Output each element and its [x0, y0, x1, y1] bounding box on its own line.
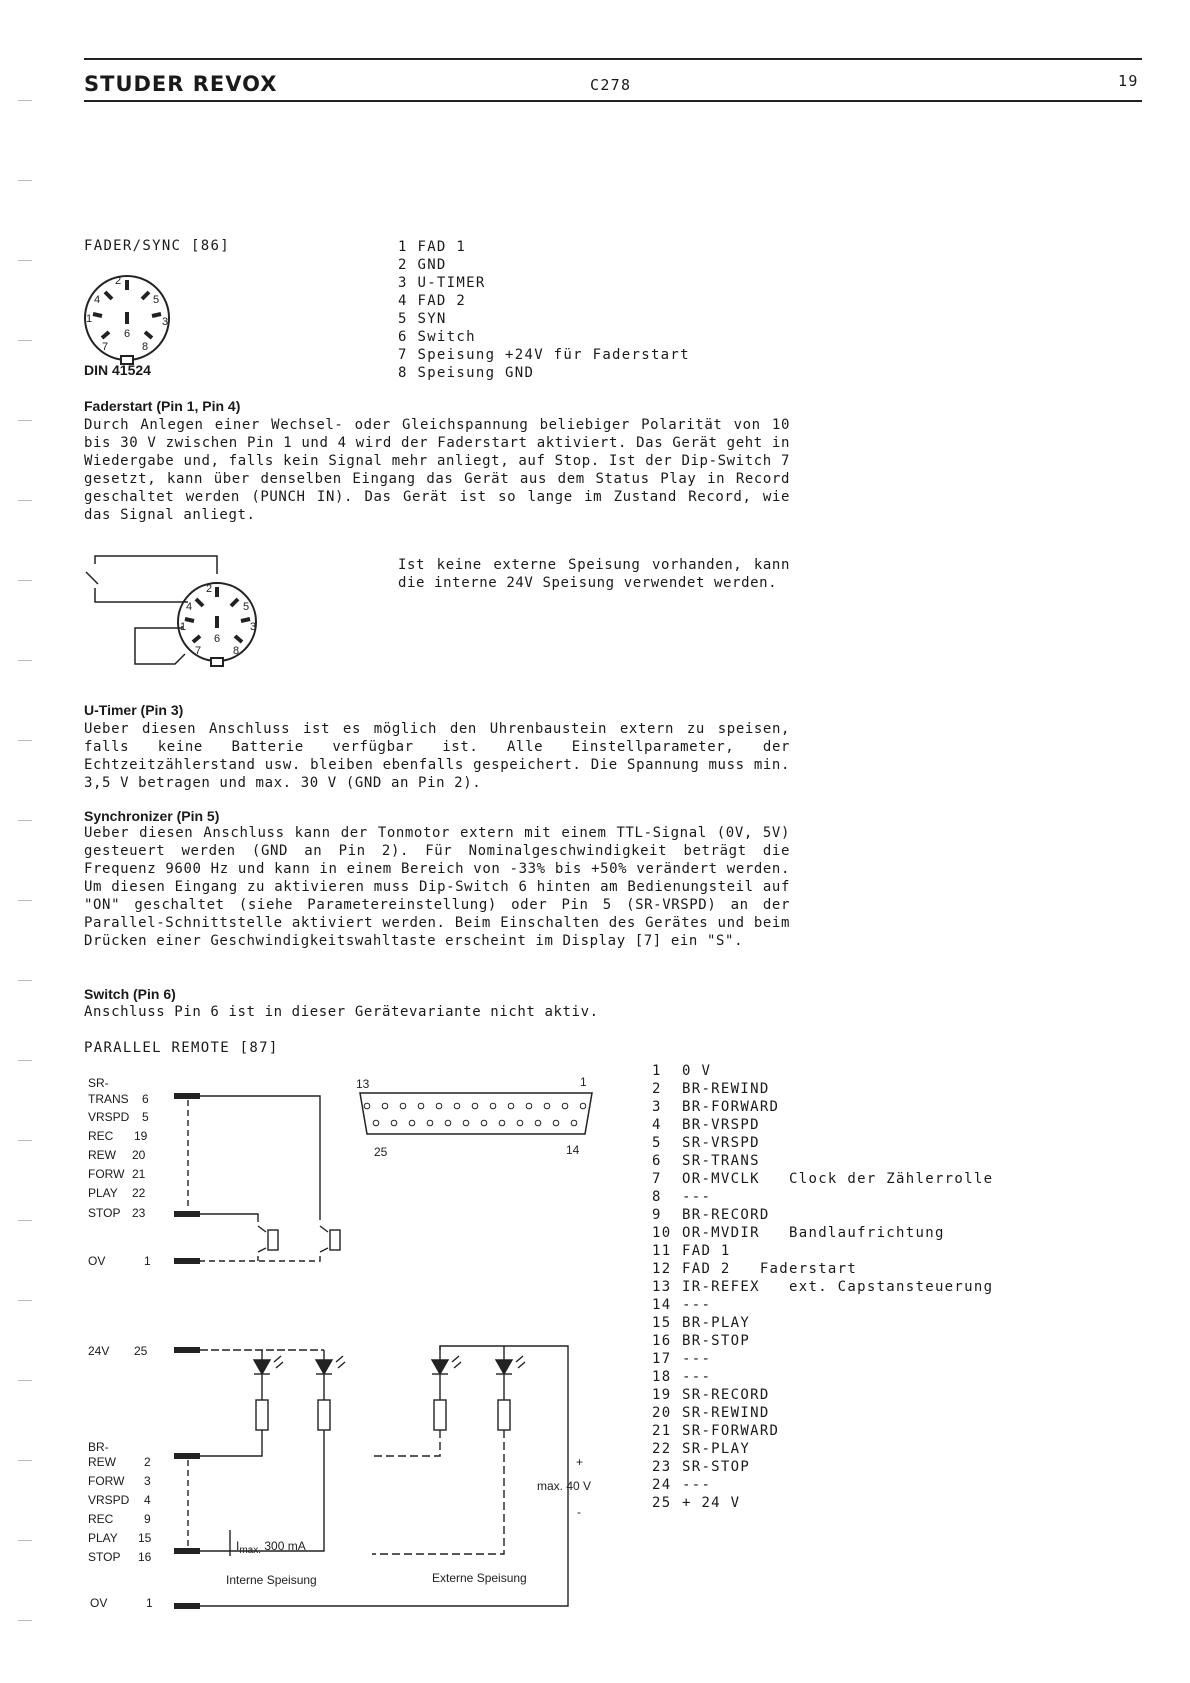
page-number: 19: [1118, 72, 1139, 90]
fader-sync-title: FADER/SYNC [86]: [84, 238, 230, 254]
din-pin-label-5: 5: [153, 294, 160, 306]
svg-text:2: 2: [206, 583, 213, 595]
din-pin-label-3: 3: [162, 316, 169, 328]
u-timer-title: U-Timer (Pin 3): [84, 702, 184, 718]
wire-switch-to-pin4: [95, 588, 188, 602]
brand-logo: STUDER REVOX: [84, 72, 278, 96]
svg-text:1: 1: [180, 621, 187, 633]
imax-label: $I_{max.}$ 300 mA: [236, 1539, 306, 1556]
list-item: 7 OR-MVCLK Clock der Zählerrolle: [652, 1171, 994, 1187]
list-item: 5 SYN: [398, 311, 447, 327]
dsub-label-25: 25: [374, 1145, 388, 1159]
faderstart-title: Faderstart (Pin 1, Pin 4): [84, 398, 241, 414]
header-top-rule: [84, 58, 1142, 60]
dsub-label-14: 14: [566, 1143, 580, 1157]
list-item: 11 FAD 1: [652, 1243, 731, 1259]
parallel-remote-schematic: [0, 1060, 600, 1620]
list-item: 1 0 V: [652, 1063, 712, 1079]
list-item: 24 ---: [652, 1477, 712, 1493]
connector-terminals: [174, 1093, 200, 1609]
svg-text:5: 5: [243, 601, 250, 613]
list-item: 6 Switch: [398, 329, 476, 345]
list-item: 8 Speisung GND: [398, 365, 535, 381]
list-item: 3 U-TIMER: [398, 275, 486, 291]
din-connector-label: DIN 41524: [84, 362, 151, 378]
dsub-label-1: 1: [580, 1075, 587, 1089]
list-item: 23 SR-STOP: [652, 1459, 751, 1475]
din-connector-key: [211, 658, 223, 666]
dsub-pins: [364, 1103, 586, 1126]
v24-label: 24V 25: [88, 1344, 148, 1358]
dsub-connector: [360, 1093, 592, 1134]
model-number: C278: [590, 76, 632, 94]
svg-text:4: 4: [186, 601, 193, 613]
svg-text:6: 6: [214, 633, 221, 645]
list-item: 22 SR-PLAY: [652, 1441, 751, 1457]
list-item: 14 ---: [652, 1297, 712, 1313]
list-item: 15 BR-PLAY: [652, 1315, 751, 1331]
ov-bottom-label: OV 1: [90, 1596, 153, 1610]
parallel-remote-title: PARALLEL REMOTE [87]: [84, 1040, 279, 1056]
list-item: 17 ---: [652, 1351, 712, 1367]
list-item: 2 BR-REWIND: [652, 1081, 770, 1097]
svg-text:8: 8: [233, 645, 240, 657]
list-item: 13 IR-REFEX ext. Capstansteuerung: [652, 1279, 994, 1295]
list-item: 10 OR-MVDIR Bandlaufrichtung: [652, 1225, 945, 1241]
fader-sync-pin-list: [398, 238, 690, 382]
interne-speisung-label: Interne Speisung: [226, 1573, 317, 1587]
din-pin-label-2: 2: [115, 275, 122, 287]
list-item: 1 FAD 1: [398, 239, 467, 255]
switch-text: Anschluss Pin 6 ist in dieser Gerätevariante nicht aktiv.: [84, 1004, 599, 1020]
list-item: 16 BR-STOP: [652, 1333, 751, 1349]
din-pin-label-6: 6: [124, 328, 131, 340]
din-pin-label-7: 7: [102, 341, 109, 353]
list-item: 4 BR-VRSPD: [652, 1117, 760, 1133]
u-timer-text: Ueber diesen Anschluss ist es möglich den Uhrenbaustein extern zu speisen, falls keine Batterie verfügbar ist. Alle Einstellparameter, der Echtzeitzählerstand usw. bleiben ebenfalls gespeichert. Die Spannung muss min. 3,5 V betragen und max. 30 V (GND an Pin 2).: [84, 721, 790, 791]
list-item: 12 FAD 2 Faderstart: [652, 1261, 858, 1277]
dsub-label-13: 13: [356, 1077, 370, 1091]
switch-blade: [86, 572, 98, 584]
din-connector-diagram: [80, 270, 180, 370]
ov-top-label: OV 1: [88, 1254, 151, 1268]
list-item: 21 SR-FORWARD: [652, 1423, 780, 1439]
faderstart-text: Durch Anlegen einer Wechsel- oder Gleichspannung beliebiger Polarität von 10 bis 30 V zwischen Pin 1 und 4 wird der Faderstart aktiviert. Das Gerät geht in Wiedergabe und, falls kein Signal mehr anliegt, auf Stop. Ist der Dip-Switch 7 gesetzt, kann über denselben Eingang das Gerät aus dem Status Play in Record geschaltet werden (PUNCH IN). Das Gerät ist so lange im Zustand Record, wie das Signal anliegt.: [84, 417, 790, 523]
svg-text:7: 7: [195, 645, 202, 657]
list-item: 20 SR-REWIND: [652, 1405, 770, 1421]
max-voltage-label: max. 40 V: [537, 1479, 592, 1493]
synchronizer-title: Synchronizer (Pin 5): [84, 808, 220, 824]
list-item: 25 + 24 V: [652, 1495, 741, 1511]
internal-supply-note: Ist keine externe Speisung vorhanden, kann die interne 24V Speisung verwendet werden.: [398, 557, 790, 591]
list-item: 7 Speisung +24V für Faderstart: [398, 347, 690, 363]
list-item: 4 FAD 2: [398, 293, 467, 309]
list-item: 5 SR-VRSPD: [652, 1135, 760, 1151]
list-item: 19 SR-RECORD: [652, 1387, 770, 1403]
synchronizer-text: Ueber diesen Anschluss kann der Tonmotor extern mit einem TTL-Signal (0V, 5V) gesteuert werden (GND an Pin 2). Für Nominalgeschwindigkeit beträgt die Frequenz 9600 Hz und kann in einem Bereich von -33% bis +50% verändert werden. Um diesen Eingang zu aktivieren muss Dip-Switch 6 hinten am Bedienungsteil auf "ON" geschaltet (siehe Parametereinstellung) oder Pin 5 (SR-VRSPD) an der Parallel-Schnittstelle aktiviert werden. Beim Einschalten des Gerätes und beim Drücken einer Geschwindigkeitswahltaste erscheint im Display [7] ein "S".: [84, 825, 790, 949]
faderstart-wiring-diagram: [80, 552, 280, 682]
din-pin-label-4: 4: [94, 294, 101, 306]
wire-pin8: [135, 626, 185, 664]
list-item: 3 BR-FORWARD: [652, 1099, 780, 1115]
externe-speisung-label: Externe Speisung: [432, 1571, 527, 1585]
minus-sign: -: [577, 1505, 581, 1519]
list-item: 9 BR-RECORD: [652, 1207, 770, 1223]
parallel-remote-pin-list: [652, 1062, 993, 1512]
list-item: 8 ---: [652, 1189, 712, 1205]
list-item: 2 GND: [398, 257, 447, 273]
din-pin-label-1: 1: [86, 313, 93, 325]
wire-pin7: [95, 556, 217, 574]
svg-text:3: 3: [250, 621, 257, 633]
plus-sign: +: [576, 1455, 584, 1469]
switch-title: Switch (Pin 6): [84, 986, 176, 1002]
list-item: 6 SR-TRANS: [652, 1153, 760, 1169]
header-bottom-rule: [84, 100, 1142, 102]
din-pin-label-8: 8: [142, 341, 149, 353]
list-item: 18 ---: [652, 1369, 712, 1385]
